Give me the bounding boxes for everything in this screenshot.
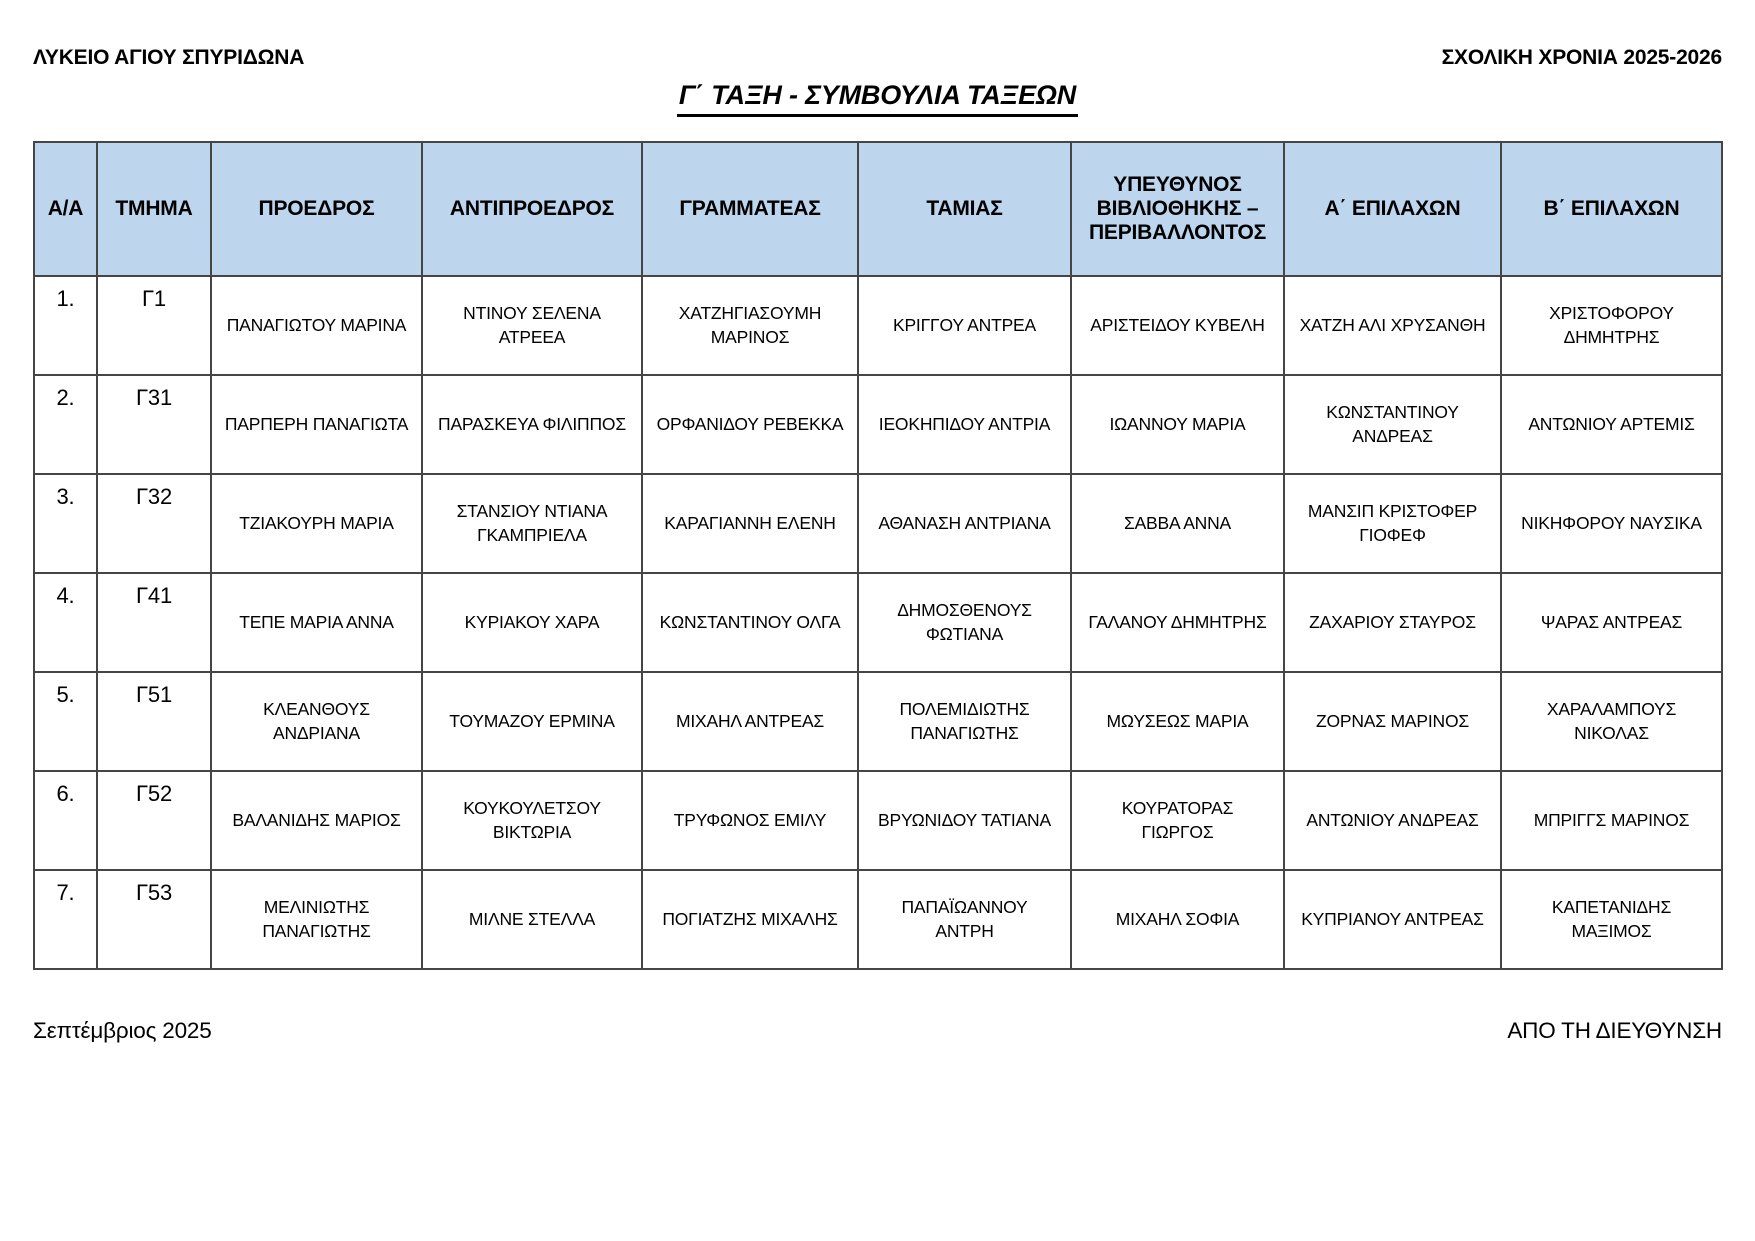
- cell-secretary: ΧΑΤΖΗΓΙΑΣΟΥΜΗ ΜΑΡΙΝΟΣ: [642, 276, 858, 375]
- cell-president: ΒΑΛΑΝΙΔΗΣ ΜΑΡΙΟΣ: [211, 771, 422, 870]
- col-header-second-runner-up: Β΄ ΕΠΙΛΑΧΩΝ: [1501, 142, 1722, 276]
- table-header-row: [34, 142, 1722, 276]
- table-row: [34, 771, 1722, 870]
- col-header-vice-president: ΑΝΤΙΠΡΟΕΔΡΟΣ: [422, 142, 642, 276]
- cell-library-officer: ΚΟΥΡΑΤΟΡΑΣ ΓΙΩΡΓΟΣ: [1071, 771, 1284, 870]
- table-row: [34, 474, 1722, 573]
- cell-treasurer: ΙΕΟΚΗΠΙΔΟΥ ΑΝΤΡΙΑ: [858, 375, 1071, 474]
- cell-aa: 6.: [34, 771, 97, 870]
- school-name: ΛΥΚΕΙΟ ΑΓΙΟΥ ΣΠΥΡΙΔΩΝΑ: [33, 46, 305, 69]
- class-councils-table: [33, 141, 1723, 970]
- cell-class: Γ1: [97, 276, 211, 375]
- cell-library-officer: ΙΩΑΝΝΟΥ ΜΑΡΙΑ: [1071, 375, 1284, 474]
- page-title: Γ΄ ΤΑΞΗ - ΣΥΜΒΟΥΛΙΑ ΤΑΞΕΩΝ: [677, 80, 1078, 117]
- footer-date: Σεπτέμβριος 2025: [33, 1018, 212, 1043]
- cell-treasurer: ΚΡΙΓΓΟΥ ΑΝΤΡΕΑ: [858, 276, 1071, 375]
- col-header-first-runner-up: Α΄ ΕΠΙΛΑΧΩΝ: [1284, 142, 1501, 276]
- cell-treasurer: ΔΗΜΟΣΘΕΝΟΥΣ ΦΩΤΙΑΝΑ: [858, 573, 1071, 672]
- cell-library-officer: ΜΩΥΣΕΩΣ ΜΑΡΙΑ: [1071, 672, 1284, 771]
- cell-president: ΚΛΕΑΝΘΟΥΣ ΑΝΔΡΙΑΝΑ: [211, 672, 422, 771]
- cell-secretary: ΟΡΦΑΝΙΔΟΥ ΡΕΒΕΚΚΑ: [642, 375, 858, 474]
- col-header-treasurer: ΤΑΜΙΑΣ: [858, 142, 1071, 276]
- col-header-aa: Α/Α: [34, 142, 97, 276]
- cell-treasurer: ΠΟΛΕΜΙΔΙΩΤΗΣ ΠΑΝΑΓΙΩΤΗΣ: [858, 672, 1071, 771]
- cell-secretary: ΜΙΧΑΗΛ ΑΝΤΡΕΑΣ: [642, 672, 858, 771]
- table-row: [34, 870, 1722, 969]
- cell-vice-president: ΚΥΡΙΑΚΟΥ ΧΑΡΑ: [422, 573, 642, 672]
- cell-vice-president: ΜΙΛΝΕ ΣΤΕΛΛΑ: [422, 870, 642, 969]
- school-year: ΣΧΟΛΙΚΗ ΧΡΟΝΙΑ 2025-2026: [1441, 46, 1722, 69]
- cell-first-runner-up: ΚΥΠΡΙΑΝΟΥ ΑΝΤΡΕΑΣ: [1284, 870, 1501, 969]
- cell-class: Γ53: [97, 870, 211, 969]
- cell-aa: 7.: [34, 870, 97, 969]
- cell-second-runner-up: ΨΑΡΑΣ ΑΝΤΡΕΑΣ: [1501, 573, 1722, 672]
- footer-signature: ΑΠΟ ΤΗ ΔΙΕΥΘΥΝΣΗ: [1507, 1018, 1722, 1043]
- title-row: [33, 80, 1722, 117]
- cell-first-runner-up: ΑΝΤΩΝΙΟΥ ΑΝΔΡΕΑΣ: [1284, 771, 1501, 870]
- cell-vice-president: ΚΟΥΚΟΥΛΕΤΣΟΥ ΒΙΚΤΩΡΙΑ: [422, 771, 642, 870]
- col-header-president: ΠΡΟΕΔΡΟΣ: [211, 142, 422, 276]
- cell-aa: 4.: [34, 573, 97, 672]
- cell-treasurer: ΠΑΠΑΪΩΑΝΝΟΥ ΑΝΤΡΗ: [858, 870, 1071, 969]
- cell-library-officer: ΜΙΧΑΗΛ ΣΟΦΙΑ: [1071, 870, 1284, 969]
- cell-president: ΠΑΡΠΕΡΗ ΠΑΝΑΓΙΩΤΑ: [211, 375, 422, 474]
- cell-second-runner-up: ΚΑΠΕΤΑΝΙΔΗΣ ΜΑΞΙΜΟΣ: [1501, 870, 1722, 969]
- cell-first-runner-up: ΜΑΝΣΙΠ ΚΡΙΣΤΟΦΕΡ ΓΙΟΦΕΦ: [1284, 474, 1501, 573]
- cell-aa: 2.: [34, 375, 97, 474]
- cell-vice-president: ΣΤΑΝΣΙΟΥ ΝΤΙΑΝΑ ΓΚΑΜΠΡΙΕΛΑ: [422, 474, 642, 573]
- cell-second-runner-up: ΜΠΡΙΓΓΣ ΜΑΡΙΝΟΣ: [1501, 771, 1722, 870]
- cell-secretary: ΤΡΥΦΩΝΟΣ ΕΜΙΛΥ: [642, 771, 858, 870]
- table-row: [34, 375, 1722, 474]
- cell-first-runner-up: ΚΩΝΣΤΑΝΤΙΝΟΥ ΑΝΔΡΕΑΣ: [1284, 375, 1501, 474]
- cell-second-runner-up: ΑΝΤΩΝΙΟΥ ΑΡΤΕΜΙΣ: [1501, 375, 1722, 474]
- table-row: [34, 672, 1722, 771]
- page-footer: [33, 1018, 1722, 1044]
- cell-first-runner-up: ΧΑΤΖΗ ΑΛΙ ΧΡΥΣΑΝΘΗ: [1284, 276, 1501, 375]
- cell-treasurer: ΑΘΑΝΑΣΗ ΑΝΤΡΙΑΝΑ: [858, 474, 1071, 573]
- cell-library-officer: ΣΑΒΒΑ ΑΝΝΑ: [1071, 474, 1284, 573]
- cell-library-officer: ΑΡΙΣΤΕΙΔΟΥ ΚΥΒΕΛΗ: [1071, 276, 1284, 375]
- cell-library-officer: ΓΑΛΑΝΟΥ ΔΗΜΗΤΡΗΣ: [1071, 573, 1284, 672]
- cell-second-runner-up: ΧΡΙΣΤΟΦΟΡΟΥ ΔΗΜΗΤΡΗΣ: [1501, 276, 1722, 375]
- cell-second-runner-up: ΝΙΚΗΦΟΡΟΥ ΝΑΥΣΙΚΑ: [1501, 474, 1722, 573]
- col-header-class: ΤΜΗΜΑ: [97, 142, 211, 276]
- table-row: [34, 276, 1722, 375]
- cell-treasurer: ΒΡΥΩΝΙΔΟΥ ΤΑΤΙΑΝΑ: [858, 771, 1071, 870]
- cell-aa: 5.: [34, 672, 97, 771]
- cell-secretary: ΚΑΡΑΓΙΑΝΝΗ ΕΛΕΝΗ: [642, 474, 858, 573]
- table-row: [34, 573, 1722, 672]
- col-header-library-environment-officer: ΥΠΕΥΘΥΝΟΣ ΒΙΒΛΙΟΘΗΚΗΣ – ΠΕΡΙΒΑΛΛΟΝΤΟΣ: [1071, 142, 1284, 276]
- cell-vice-president: ΤΟΥΜΑΖΟΥ ΕΡΜΙΝΑ: [422, 672, 642, 771]
- cell-second-runner-up: ΧΑΡΑΛΑΜΠΟΥΣ ΝΙΚΟΛΑΣ: [1501, 672, 1722, 771]
- cell-class: Γ52: [97, 771, 211, 870]
- cell-class: Γ32: [97, 474, 211, 573]
- cell-president: ΠΑΝΑΓΙΩΤΟΥ ΜΑΡΙΝΑ: [211, 276, 422, 375]
- cell-first-runner-up: ΖΟΡΝΑΣ ΜΑΡΙΝΟΣ: [1284, 672, 1501, 771]
- page-header: [33, 46, 1722, 70]
- cell-president: ΜΕΛΙΝΙΩΤΗΣ ΠΑΝΑΓΙΩΤΗΣ: [211, 870, 422, 969]
- cell-aa: 1.: [34, 276, 97, 375]
- col-header-secretary: ΓΡΑΜΜΑΤΕΑΣ: [642, 142, 858, 276]
- cell-first-runner-up: ΖΑΧΑΡΙΟΥ ΣΤΑΥΡΟΣ: [1284, 573, 1501, 672]
- cell-class: Γ41: [97, 573, 211, 672]
- cell-president: ΤΖΙΑΚΟΥΡΗ ΜΑΡΙΑ: [211, 474, 422, 573]
- cell-secretary: ΠΟΓΙΑΤΖΗΣ ΜΙΧΑΛΗΣ: [642, 870, 858, 969]
- cell-class: Γ31: [97, 375, 211, 474]
- cell-class: Γ51: [97, 672, 211, 771]
- cell-aa: 3.: [34, 474, 97, 573]
- cell-secretary: ΚΩΝΣΤΑΝΤΙΝΟΥ ΟΛΓΑ: [642, 573, 858, 672]
- cell-vice-president: ΠΑΡΑΣΚΕΥΑ ΦΙΛΙΠΠΟΣ: [422, 375, 642, 474]
- cell-vice-president: ΝΤΙΝΟΥ ΣΕΛΕΝΑ ΑΤΡΕΕΑ: [422, 276, 642, 375]
- cell-president: ΤΕΠΕ ΜΑΡΙΑ ΑΝΝΑ: [211, 573, 422, 672]
